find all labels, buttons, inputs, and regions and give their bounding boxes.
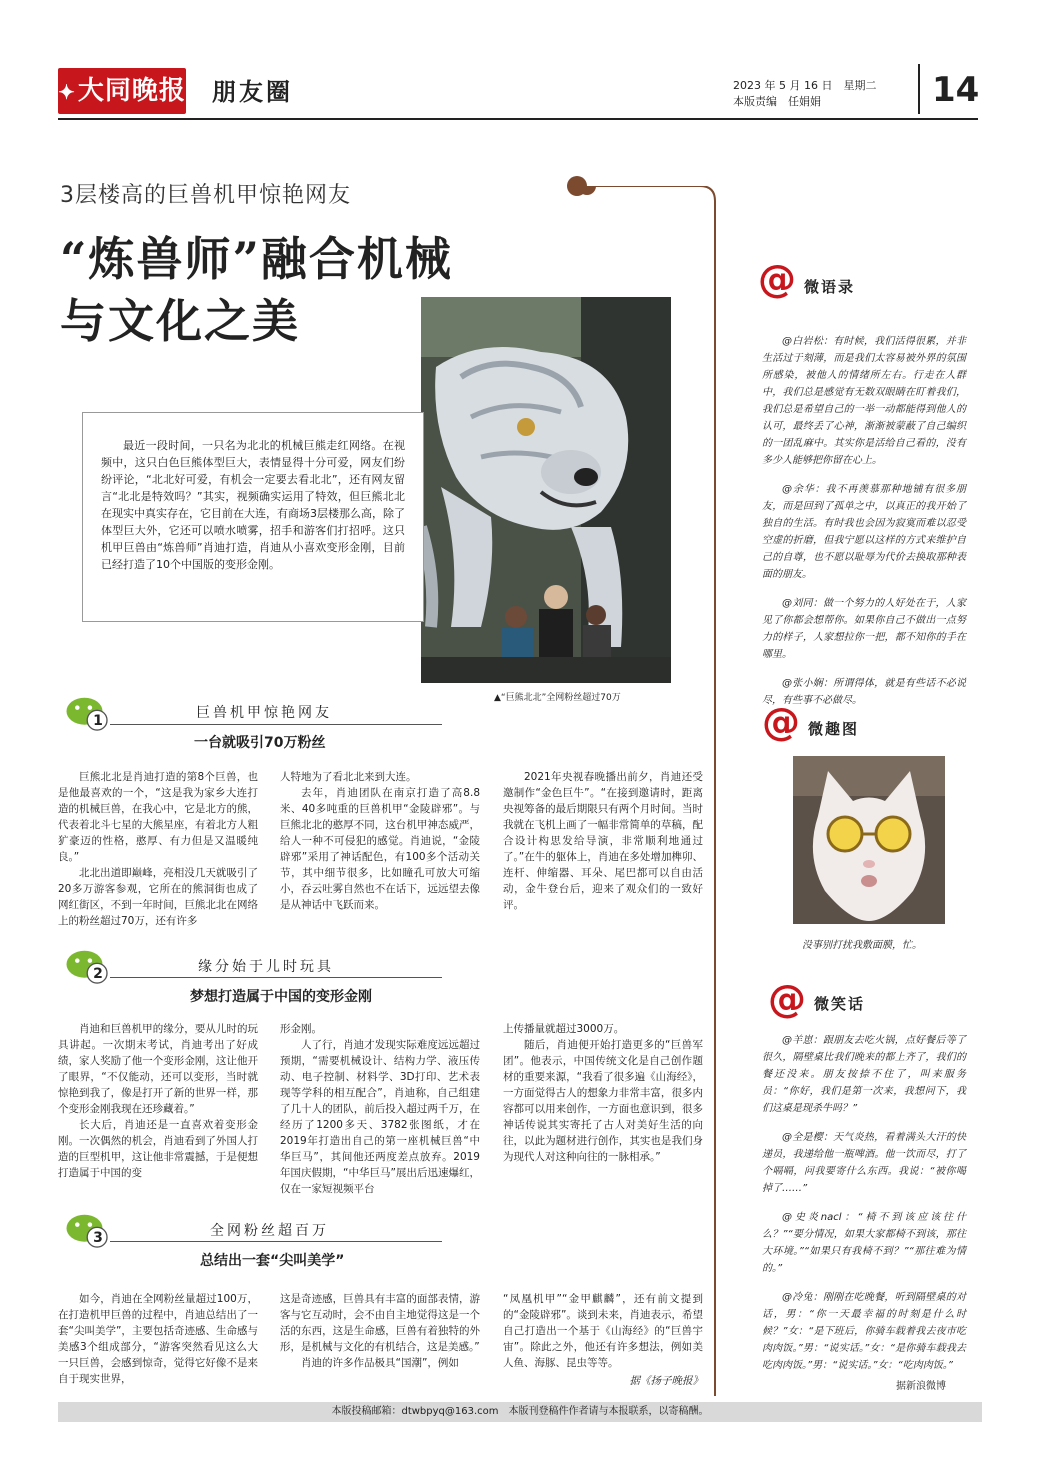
- title-line-2: 与文化之美: [60, 294, 300, 348]
- footer-bar: 本版投稿邮箱：dtwbpyq@163.com 本版刊登稿件作者请与本报联系，以寄稿酬。: [58, 1402, 982, 1422]
- jokes-title: 微笑话: [814, 995, 866, 1013]
- section-2-number: 2: [93, 966, 103, 982]
- cat-with-sunglasses-illustration: [793, 756, 945, 924]
- section-3-col-2: [280, 1291, 480, 1371]
- issue-date: 2023 年 5 月 16 日 星期二: [733, 79, 877, 92]
- section-3-heading: 全网粉丝超百万: [210, 1223, 329, 1239]
- paragraph: 如今，肖迪在全网粉丝量超过100万，在打造机甲巨兽的过程中，肖迪总结出了一套“尖叫美学”，主要包括奇迹感、生命感与美感3个组成部分，“游客突然看见这么大一只巨兽，会感到惊奇，觉得它好像不是来自于现实世界，: [58, 1293, 258, 1385]
- at-icon-quotes: @: [758, 257, 796, 301]
- paragraph: “凤凰机甲”“金甲麒麟”，还有前文提到的“金陵辟邪”。谈到未来，肖迪表示，希望自己打造出一个基于《山海经》的“巨兽宇宙”。除此之外，他还有许多想法，例如美人鱼、海豚、昆虫等等。: [503, 1293, 703, 1369]
- quotes-title: 微语录: [804, 278, 856, 296]
- page-number: 14: [932, 70, 980, 110]
- at-icon-jokes: @: [768, 977, 806, 1021]
- quote-item: @白岩松：有时候，我们活得很累，并非生活过于刻薄，而是我们太容易被外界的氛围所感染，被他人的情绪所左右。行走在人群中，我们总是感觉有无数双眼睛在盯着我们，我们总是希望自己的一举一动都能得到他人的认可，最终丢了心神，渐渐被蒙蔽了自己编织的一团乱麻中。其实你是活给自己看的，没有多少人能够把你留在心上。: [762, 336, 966, 466]
- joke-item: @羊崽：跟朋友去吃火锅，点好餐后等了很久，隔壁桌比我们晚来的都上齐了，我们的餐还没来。朋友按捺不住了，叫来服务员：“你好，我们是第一次来，我想问下，我们这桌是现杀牛吗？”: [762, 1035, 966, 1114]
- section-2-col-2: [280, 1021, 480, 1197]
- section-1-col-1: [58, 769, 258, 929]
- page-divider: [918, 64, 920, 114]
- jokes-list: [762, 1032, 966, 1395]
- article-subtitle: 3层楼高的巨兽机甲惊艳网友: [60, 183, 351, 208]
- quote-item: @刘同：做一个努力的人好处在于，人家见了你都会想帮你。如果你自己不做出一点努力的样子，人家想拉你一把，都不知你的手在哪里。: [762, 598, 966, 660]
- article-title: [60, 228, 453, 352]
- sidebar-source: 据新浪微博: [896, 1381, 946, 1392]
- section-1-col-2: [280, 769, 480, 913]
- article-source: 据《扬子晚报》: [629, 1375, 703, 1387]
- section-1-number: 1: [93, 713, 103, 729]
- section-2-subheading: 梦想打造属于中国的变形金刚: [190, 989, 372, 1005]
- joke-item: @史炎nacl：“椅不到该应该往什么？”“要分情况，如果大家都椅不到该，那往大环境。”“如果只有我椅不到？”“那往难为情的。”: [762, 1212, 966, 1274]
- lead-paragraph: 最近一段时间，一只名为北北的机械巨熊走红网络。在视频中，这只白色巨熊体型巨大，表情显得十分可爱，网友们纷纷评论，“北北好可爱，有机会一定要去看北北”，还有网友留言“北北是特效吗？”其实，视频确实运用了特效，但巨熊北北在现实中真实存在，它目前在大连，有商场3层楼那么高，除了体型巨大外，它还可以喷水喷雾，招手和游客们打招呼。这只机甲巨兽由“炼兽师”肖迪打造，肖迪从小喜欢变形金刚，目前已经打造了10个中国版的变形金刚。: [101, 439, 405, 571]
- section-3-col-3: [503, 1291, 703, 1389]
- paragraph: 上传播量就超过3000万。: [503, 1023, 625, 1035]
- section-1-heading: 巨兽机甲惊艳网友: [196, 705, 332, 721]
- bear-photo: [421, 297, 671, 683]
- at-icon-picture: @: [762, 700, 800, 744]
- joke-item: @冷兔：刚刚在吃晚餐，听到隔壁桌的对话，男：“你一天最幸福的时刻是什么时候？”女：“是下班后，你骑车载着我去夜市吃肉肉饭。”男：“说实话。”女：“是你骑车载我去吃肉肉饭。”男：“说实话。”女：“吃肉肉饭。”: [762, 1292, 966, 1371]
- title-line-1: “炼兽师”融合机械: [60, 232, 453, 286]
- paragraph: 这是奇迹感，巨兽具有丰富的面部表情，游客与它互动时，会不由自主地觉得这是一个活的东西，这是生命感，巨兽有着独特的外形，是机械与文化的有机结合，这是美感。”: [280, 1293, 480, 1353]
- lead-paragraph-box: [82, 412, 424, 622]
- section-3-subheading: 总结出一套“尖叫美学”: [200, 1253, 345, 1269]
- cat-photo: [793, 756, 945, 924]
- section-2-col-1: [58, 1021, 258, 1181]
- mechanical-bear-illustration: [421, 297, 671, 683]
- section-3-rule: [110, 1241, 442, 1242]
- paragraph: 人了行，肖迪才发现实际难度远远超过预期，“需要机械设计、结构力学、液压传动、电子控制、材料学、3D打印、艺术表现等学科的相互配合”，肖迪称，自己组建了几十人的团队，前后投入超过两千万，在经历了1200多天、3782张图纸，才在2019年打造出自己的第一座机械巨兽“中华巨马”，其间他还两度差点放弃。2019年国庆假期，“中华巨马”展出后迅速爆红，仅在一家短视频平台: [280, 1039, 480, 1195]
- section-2-rule: [110, 977, 442, 978]
- section-3-number: 3: [93, 1230, 103, 1246]
- header-rule: [58, 118, 978, 120]
- section-1-col-3: [503, 769, 703, 913]
- paragraph: 北北出道即巅峰，亮相没几天就吸引了20多万游客参观，它所在的熊洞街也成了网红街区，不到一年时间，巨熊北北在网络上的粉丝超过70万，还有许多: [58, 867, 258, 927]
- section-2-heading: 缘分始于儿时玩具: [198, 959, 334, 975]
- quote-item: @余华：我不再羡慕那种地铺有很多朋友，而是回到了孤单之中，以真正的我开始了独自的生活。有时我也会因为寂寞而难以忍受空虚的折磨，但我宁愿以这样的方式来维护自己的自尊，也不愿以耻辱为代价去换取那种表面的朋友。: [762, 484, 966, 580]
- page-editor: 本版责编 任娟娟: [733, 95, 821, 108]
- paragraph: 去年，肖迪团队在南京打造了高8.8米、40多吨重的巨兽机甲“金陵辟邪”。与巨熊北北的憨厚不同，这台机甲神态威严，给人一种不可侵犯的感觉。肖迪说，“金陵辟邪”采用了神话配色，有100多个活动关节，其中细节很多，比如瞳孔可放大可缩小，吞云吐雾自然也不在话下，远远望去像是从神话中飞跃而来。: [280, 787, 480, 911]
- section-1-subheading: 一台就吸引70万粉丝: [194, 735, 326, 751]
- paragraph: 形金刚。: [280, 1023, 322, 1035]
- flame-icon: ✦: [58, 80, 76, 104]
- picture-title: 微趣图: [808, 720, 860, 738]
- paragraph: 肖迪的许多作品极具“国潮”，例如: [301, 1357, 459, 1369]
- date-info: [733, 78, 876, 110]
- section-title: 朋友圈: [212, 77, 293, 106]
- paragraph: 巨熊北北是肖迪打造的第8个巨兽，也是他最喜欢的一个，“这是我为家乡大连打造的机械巨兽，在我心中，它是北方的熊，代表着北斗七星的大熊星座，有着北方人粗犷豪迈的性格，憨厚、有力但是又温暖纯良。”: [58, 771, 258, 863]
- wechat-badge-2-icon: [62, 948, 116, 984]
- paragraph: 2021年央视春晚播出前夕，肖迪还受邀制作“金色巨牛”。“在接到邀请时，距离央视筹备的最后期限只有两个月时间。当时我就在飞机上画了一幅非常简单的草稿，配合设计构思发给导演，非常顺利地通过了。”在牛的躯体上，肖迪在多处增加榫卯、连杆、伸缩器、耳朵、尾巴都可以自由活动，金牛登台后，迎来了观众们的一致好评。: [503, 771, 703, 911]
- quotes-list: [762, 333, 966, 721]
- section-2-col-3: [503, 1021, 703, 1165]
- quote-item: @张小娴：所谓得体，就是有些话不必说尽，有些事不必做尽。: [762, 678, 966, 706]
- paragraph: 随后，肖迪便开始打造更多的“巨兽军团”。他表示，中国传统文化是自己创作题材的重要来源，“我看了很多遍《山海经》，一方面觉得古人的想象力非常丰富，很多内容都可以用来创作，一方面也意识到，很多神话传说其实寄托了古人对美好生活的向往，以此为题材进行创作，其实也是我们身为现代人对这种向往的一脉相承。”: [503, 1039, 703, 1163]
- paragraph: 长大后，肖迪还是一直喜欢着变形金刚。一次偶然的机会，肖迪看到了外国人打造的巨型机甲，这让他非常震撼，于是便想打造属于中国的变: [58, 1119, 258, 1179]
- picture-caption: 没事别打扰我敷面膜，忙。: [802, 940, 922, 951]
- wechat-badge-3-icon: [62, 1212, 116, 1248]
- wechat-badge-1-icon: [62, 695, 116, 731]
- paragraph: 肖迪和巨兽机甲的缘分，要从儿时的玩具讲起。一次期末考试，肖迪考出了好成绩，家人奖励了他一个变形金刚，这让他开了眼界，“不仅能动，还可以变形，当时就惊艳到我了，像是打开了新的世界一样，那个变形金刚我现在还珍藏着。”: [58, 1023, 258, 1115]
- photo-caption: ▲“巨熊北北”全网粉丝超过70万: [494, 693, 621, 703]
- section-3-col-1: [58, 1291, 258, 1387]
- paragraph: 人特地为了看北北来到大连。: [280, 771, 417, 783]
- joke-item: @全是樱：天气炎热，看着满头大汗的快递员，我递给他一瓶啤酒。他一饮而尽，打了个嗝嗝，问我要寄什么东西。我说：“被你喝掉了……”: [762, 1132, 966, 1194]
- section-1-rule: [110, 724, 442, 725]
- timeline-dot: [565, 174, 589, 198]
- newspaper-logo: ✦大同晚报: [58, 68, 186, 114]
